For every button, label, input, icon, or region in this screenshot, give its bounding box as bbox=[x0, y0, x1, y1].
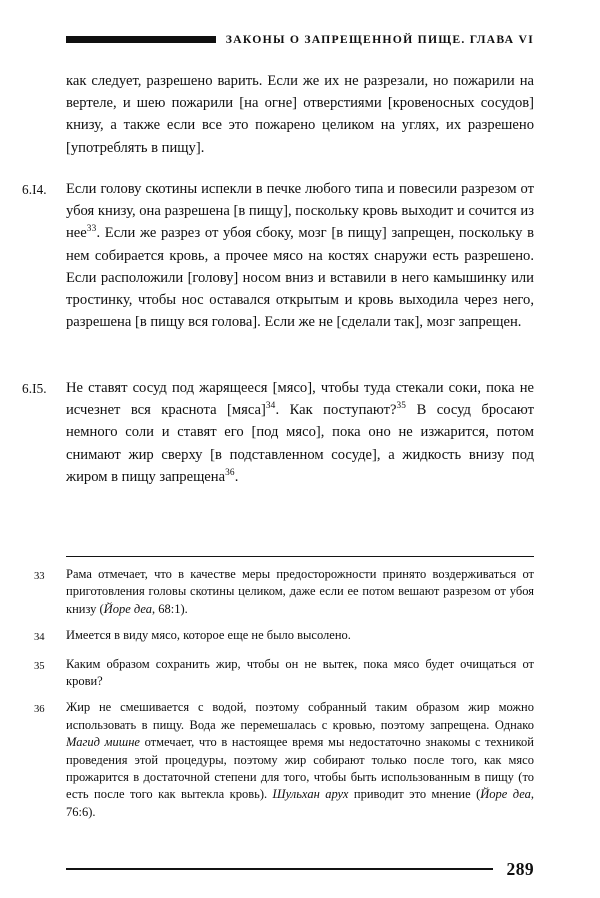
footnote-marker-36: 36 bbox=[225, 468, 235, 479]
footnote-citation-title: Йоре деа bbox=[103, 601, 152, 616]
footnote-citation-title: Йоре деа bbox=[480, 787, 531, 802]
footnote-item bbox=[34, 699, 534, 821]
footnote-text bbox=[66, 656, 534, 691]
section-number: 6.I5. bbox=[22, 381, 47, 396]
footnote-marker-34: 34 bbox=[265, 401, 276, 412]
footnote-number: 36 bbox=[34, 704, 45, 716]
footnote-list bbox=[34, 566, 534, 830]
section-text-part-1: Если голову скотины испекли в печке любого типа и повесили разрезом от убоя книзу, она разрешена [в пищу], поскольку кровь выходит и сочится из нее bbox=[66, 181, 534, 242]
footnote-citation-title: Магид мишне bbox=[66, 735, 140, 750]
folio-rule bbox=[66, 868, 493, 870]
footnote-marker-33: 33 bbox=[86, 224, 97, 235]
section-body bbox=[66, 377, 534, 488]
footnote-item bbox=[34, 627, 534, 646]
section-text-part-4: . bbox=[234, 468, 239, 485]
footnote-text-run: Рама отмечает, что в качестве меры предосторожности принято воздерживаться от приготовления головы скотины целиком, даже если ее потом вешают разрезом от убоя книзу ( bbox=[66, 567, 534, 616]
section-text-part-3: В сосуд бросают немного соли и ставят его [под мясо], пока оно не изжарится, потом снимают жир сверху [в подставленном сосуде], а жидкость внизу под жиром в пищу запрещена bbox=[66, 402, 535, 485]
section-text-part-2: . Если же разрез от убоя сбоку, мозг [в пищу] запрещен, поскольку в нем собирается кровь, а прочее мясо на костях снаружи есть разрешено. Если расположили [голову] носом вниз и вставили в него камышинку или тростинку, чтобы нос оставался открытым и кровь выходила через него, разрешена [в пищу вся голова]. Если же не [сделали так], мозг запрещен. bbox=[66, 225, 534, 331]
footnote-number: 34 bbox=[34, 632, 45, 644]
section-6-14 bbox=[22, 178, 534, 333]
footnote-number: 35 bbox=[34, 660, 45, 672]
footnote-text-run: , 68:1). bbox=[151, 601, 188, 616]
running-head-rule bbox=[66, 36, 216, 43]
intro-paragraph: как следует, разрешено варить. Если же их не разрезали, но пожарили на вертеле, и шею пожарили [на огне] отверстиями [кровеносных сосудов] книзу, а также если все это пожарено целиком на углях, их разрешено [употреблять в пищу]. bbox=[66, 73, 534, 156]
footnote-citation-title: Шульхан арух bbox=[272, 787, 349, 802]
running-head bbox=[66, 28, 534, 50]
footnote-separator-rule bbox=[66, 556, 534, 557]
footnote-text-run: , 76:6). bbox=[66, 787, 534, 819]
footnote-text bbox=[66, 566, 534, 618]
footnote-text-run: приводит это мнение ( bbox=[348, 787, 481, 802]
section-text-part-2: . Как поступают? bbox=[275, 402, 397, 419]
footnote-marker-35: 35 bbox=[396, 401, 407, 412]
footnote-item bbox=[34, 566, 534, 618]
section-6-15 bbox=[22, 377, 534, 488]
footnote-text-run: Имеется в виду мясо, которое еще не было высолено. bbox=[66, 628, 351, 643]
footnote-text bbox=[66, 627, 534, 644]
section-body bbox=[66, 178, 534, 333]
footnote-item bbox=[34, 656, 534, 691]
footnote-number: 33 bbox=[34, 571, 45, 582]
footnote-text-run: Жир не смешивается с водой, поэтому собранный таким образом жир можно использовать в пищу. Вода же перемешалась с кровью, поэтому запрещена. Однако bbox=[66, 700, 534, 732]
footnote-text-run: Каким образом сохранить жир, чтобы он не вытек, пока мясо будет очищаться от крови? bbox=[66, 656, 534, 689]
section-text-part-1: Не ставят сосуд под жарящееся [мясо], чтобы туда стекали соки, пока не исчезнет вся краснота [мяса] bbox=[66, 380, 534, 419]
folio bbox=[66, 856, 534, 882]
page-number: 289 bbox=[506, 858, 534, 879]
section-number: 6.I4. bbox=[22, 182, 47, 197]
footnote-text-run: отмечает, что в настоящее время мы недостаточно знакомы с техникой проведения этой процедуры, поэтому жир собирают только после того, как мясо прожарится в достаточной степени для того, чтобы быть использованным в пищу (то есть после того как вытекла кровь). bbox=[66, 735, 534, 802]
footnote-text bbox=[66, 699, 534, 821]
running-head-title: ЗАКОНЫ О ЗАПРЕЩЕННОЙ ПИЩЕ. ГЛАВА VI bbox=[225, 32, 534, 46]
